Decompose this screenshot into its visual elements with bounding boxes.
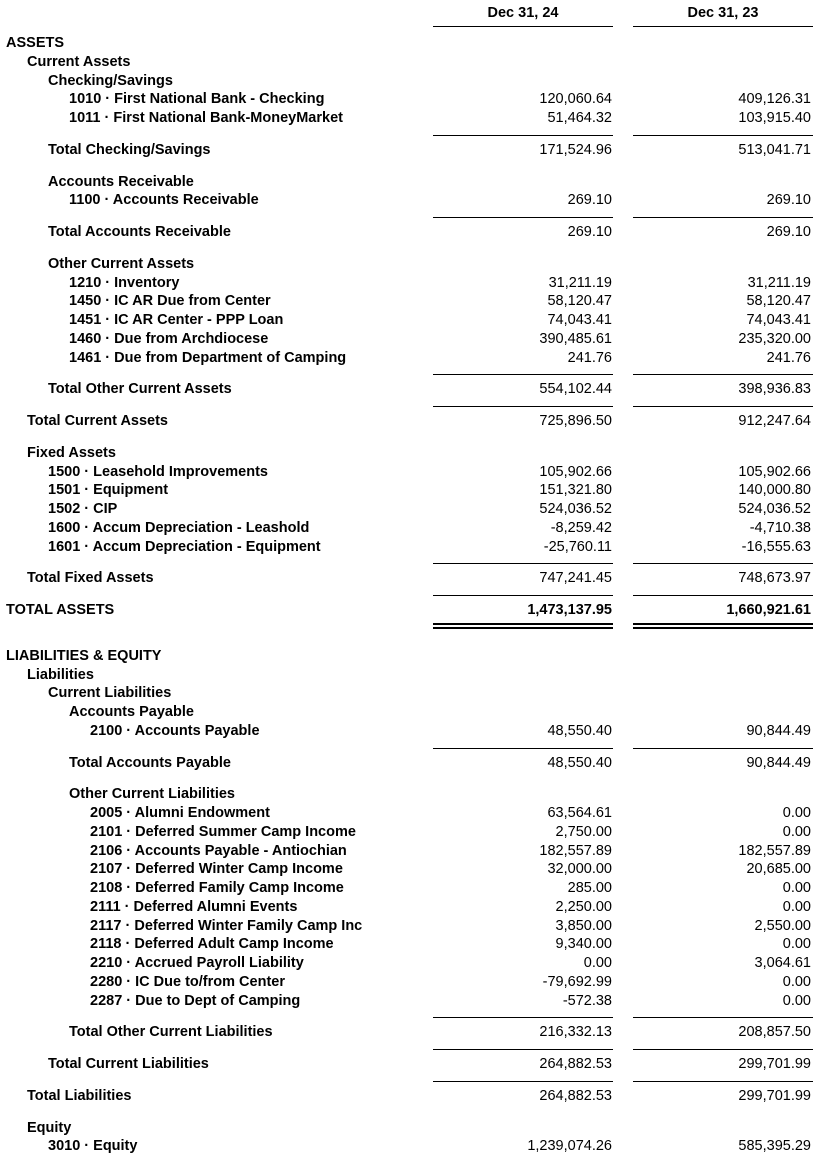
total-rule bbox=[633, 374, 813, 375]
value-current: 1,239,074.26 bbox=[527, 1138, 612, 1155]
row-label: 1601 · Accum Depreciation - Equipment bbox=[48, 538, 321, 555]
row-label: Total Liabilities bbox=[27, 1087, 132, 1104]
account-row bbox=[0, 274, 838, 293]
value-current: 120,060.64 bbox=[539, 91, 612, 108]
account-row bbox=[0, 804, 838, 823]
row-label: Accounts Receivable bbox=[48, 173, 194, 190]
total-row bbox=[0, 1055, 838, 1074]
row-label: 1500 · Leasehold Improvements bbox=[48, 463, 268, 480]
account-row bbox=[0, 917, 838, 936]
total-rule bbox=[633, 217, 813, 218]
row-label: Total Other Current Assets bbox=[48, 381, 232, 398]
row-label: 2280 · IC Due to/from Center bbox=[90, 973, 285, 990]
value-prior: 3,064.61 bbox=[754, 955, 811, 971]
account-row bbox=[0, 973, 838, 992]
section-heading bbox=[0, 444, 838, 463]
total-rule bbox=[433, 595, 613, 596]
row-label: ASSETS bbox=[6, 35, 65, 51]
account-row bbox=[0, 842, 838, 861]
value-prior: 513,041.71 bbox=[738, 141, 811, 158]
grand-total-double-rule bbox=[633, 623, 813, 629]
value-current: 390,485.61 bbox=[539, 330, 612, 347]
value-current: 63,564.61 bbox=[547, 805, 612, 821]
value-current: 285.00 bbox=[567, 880, 612, 896]
section-heading bbox=[0, 72, 838, 91]
value-prior: 0.00 bbox=[782, 823, 811, 840]
value-prior: 748,673.97 bbox=[738, 570, 811, 587]
account-row bbox=[0, 898, 838, 917]
row-label: TOTAL ASSETS bbox=[6, 602, 115, 618]
account-row bbox=[0, 311, 838, 330]
section-heading bbox=[0, 53, 838, 72]
value-current: 269.10 bbox=[567, 224, 612, 240]
row-label: 1460 · Due from Archdiocese bbox=[69, 330, 269, 347]
total-rule bbox=[433, 1017, 613, 1018]
value-prior: 1,660,921.61 bbox=[726, 602, 811, 618]
row-label: Total Current Assets bbox=[27, 413, 168, 429]
value-prior: 90,844.49 bbox=[746, 722, 811, 739]
row-label: 1100 · Accounts Receivable bbox=[69, 192, 259, 209]
row-label: Total Other Current Liabilities bbox=[69, 1024, 273, 1041]
total-row bbox=[0, 412, 838, 431]
value-prior: 208,857.50 bbox=[738, 1024, 811, 1041]
value-prior: 0.00 bbox=[782, 973, 811, 990]
total-row bbox=[0, 223, 838, 242]
value-current: 725,896.50 bbox=[539, 413, 612, 429]
section-heading bbox=[0, 173, 838, 192]
value-current: 1,473,137.95 bbox=[527, 602, 612, 618]
row-label: Liabilities bbox=[27, 666, 94, 683]
value-current: 524,036.52 bbox=[539, 501, 612, 517]
column-header-prior: Dec 31, 23 bbox=[687, 5, 759, 21]
row-label: LIABILITIES & EQUITY bbox=[6, 647, 162, 664]
section-heading bbox=[0, 255, 838, 274]
total-rule bbox=[633, 1049, 813, 1050]
account-row bbox=[0, 1137, 838, 1156]
value-prior: 299,701.99 bbox=[738, 1056, 811, 1072]
row-label: Checking/Savings bbox=[48, 72, 173, 89]
value-prior: 912,247.64 bbox=[738, 413, 811, 429]
total-rule bbox=[433, 1049, 613, 1050]
section-heading bbox=[0, 34, 838, 53]
account-row bbox=[0, 292, 838, 311]
total-row bbox=[0, 601, 838, 620]
value-current: 269.10 bbox=[567, 192, 612, 209]
row-label: 2107 · Deferred Winter Camp Income bbox=[90, 861, 343, 878]
total-rule bbox=[633, 595, 813, 596]
account-row bbox=[0, 722, 838, 741]
account-row bbox=[0, 330, 838, 349]
value-current: 182,557.89 bbox=[539, 842, 612, 859]
row-label: Current Assets bbox=[27, 53, 131, 70]
account-row bbox=[0, 954, 838, 973]
value-current: 2,250.00 bbox=[555, 898, 612, 915]
value-prior: 0.00 bbox=[782, 898, 811, 915]
value-current: 151,321.80 bbox=[539, 482, 612, 499]
total-rule bbox=[433, 748, 613, 749]
section-heading bbox=[0, 1119, 838, 1138]
value-prior: 20,685.00 bbox=[746, 861, 811, 878]
value-prior: 409,126.31 bbox=[738, 91, 811, 108]
account-row bbox=[0, 538, 838, 557]
total-row bbox=[0, 754, 838, 773]
row-label: 1210 · Inventory bbox=[69, 274, 180, 291]
row-label: 2210 · Accrued Payroll Liability bbox=[90, 955, 304, 971]
row-label: 3010 · Equity bbox=[48, 1138, 138, 1155]
row-label: Other Current Liabilities bbox=[69, 786, 235, 803]
total-row bbox=[0, 1087, 838, 1106]
account-row bbox=[0, 191, 838, 210]
row-label: Accounts Payable bbox=[69, 704, 194, 720]
value-current: -572.38 bbox=[562, 992, 612, 1009]
row-label: 2117 · Deferred Winter Family Camp Inc bbox=[90, 917, 363, 934]
value-current: 58,120.47 bbox=[547, 293, 612, 310]
row-label: Total Accounts Receivable bbox=[48, 224, 231, 240]
row-label: 2100 · Accounts Payable bbox=[90, 722, 260, 739]
row-label: 1501 · Equipment bbox=[48, 482, 169, 499]
section-heading bbox=[0, 785, 838, 804]
row-label: 2101 · Deferred Summer Camp Income bbox=[90, 823, 356, 840]
value-prior: 90,844.49 bbox=[746, 754, 811, 771]
value-prior: 103,915.40 bbox=[738, 110, 811, 126]
row-label: 1451 · IC AR Center - PPP Loan bbox=[69, 312, 284, 328]
section-heading bbox=[0, 684, 838, 703]
row-label: 1010 · First National Bank - Checking bbox=[69, 91, 325, 108]
value-current: 554,102.44 bbox=[539, 381, 612, 398]
total-rule bbox=[633, 748, 813, 749]
row-label: Total Accounts Payable bbox=[69, 754, 231, 771]
value-prior: -16,555.63 bbox=[741, 538, 811, 555]
total-row bbox=[0, 380, 838, 399]
total-rule bbox=[433, 374, 613, 375]
row-label: 2005 · Alumni Endowment bbox=[90, 805, 270, 821]
value-current: 171,524.96 bbox=[539, 141, 612, 158]
account-row bbox=[0, 879, 838, 898]
value-current: 48,550.40 bbox=[547, 754, 612, 771]
value-prior: 0.00 bbox=[782, 880, 811, 896]
account-row bbox=[0, 935, 838, 954]
value-current: 747,241.45 bbox=[539, 570, 612, 587]
total-rule bbox=[433, 135, 613, 136]
total-rule bbox=[433, 1081, 613, 1082]
row-label: 2111 · Deferred Alumni Events bbox=[90, 898, 298, 915]
row-label: Total Fixed Assets bbox=[27, 570, 154, 587]
value-current: 32,000.00 bbox=[547, 861, 612, 878]
account-row bbox=[0, 90, 838, 109]
value-prior: 269.10 bbox=[766, 192, 811, 209]
row-label: Total Current Liabilities bbox=[48, 1056, 209, 1072]
total-rule bbox=[433, 217, 613, 218]
total-row bbox=[0, 569, 838, 588]
total-rule bbox=[633, 406, 813, 407]
value-current: 31,211.19 bbox=[548, 274, 612, 291]
value-prior: 105,902.66 bbox=[738, 463, 811, 480]
section-heading bbox=[0, 666, 838, 685]
account-row bbox=[0, 349, 838, 368]
total-row bbox=[0, 1023, 838, 1042]
value-prior: 0.00 bbox=[782, 805, 811, 821]
value-current: -79,692.99 bbox=[542, 973, 612, 990]
total-rule bbox=[633, 563, 813, 564]
column-header-current: Dec 31, 24 bbox=[487, 5, 559, 21]
value-prior: 74,043.41 bbox=[746, 312, 811, 328]
row-label: Total Checking/Savings bbox=[48, 141, 211, 158]
total-rule bbox=[633, 1081, 813, 1082]
total-rule bbox=[433, 563, 613, 564]
account-row bbox=[0, 109, 838, 128]
value-prior: 58,120.47 bbox=[746, 293, 811, 310]
row-label: Current Liabilities bbox=[48, 685, 172, 702]
value-prior: 299,701.99 bbox=[738, 1087, 811, 1104]
row-label: 1502 · CIP bbox=[48, 501, 118, 517]
total-rule bbox=[633, 1017, 813, 1018]
header-underline bbox=[633, 26, 813, 27]
value-current: -25,760.11 bbox=[543, 538, 612, 555]
value-current: 264,882.53 bbox=[539, 1056, 612, 1072]
value-prior: 140,000.80 bbox=[738, 482, 811, 499]
value-current: 3,850.00 bbox=[555, 917, 612, 934]
section-heading bbox=[0, 647, 838, 666]
row-label: 1450 · IC AR Due from Center bbox=[69, 293, 271, 310]
row-label: 1461 · Due from Department of Camping bbox=[69, 349, 347, 366]
grand-total-double-rule bbox=[433, 623, 613, 629]
row-label: Other Current Assets bbox=[48, 255, 195, 272]
value-prior: 0.00 bbox=[782, 992, 811, 1009]
value-prior: 31,211.19 bbox=[747, 274, 811, 291]
account-row bbox=[0, 860, 838, 879]
value-current: 9,340.00 bbox=[555, 936, 612, 953]
value-prior: 269.10 bbox=[766, 224, 811, 240]
account-row bbox=[0, 481, 838, 500]
value-current: 0.00 bbox=[583, 955, 612, 971]
account-row bbox=[0, 463, 838, 482]
row-label: 1011 · First National Bank-MoneyMarket bbox=[69, 110, 343, 126]
total-rule bbox=[633, 135, 813, 136]
account-row bbox=[0, 500, 838, 519]
value-prior: 2,550.00 bbox=[754, 917, 811, 934]
value-current: 216,332.13 bbox=[539, 1024, 612, 1041]
value-current: -8,259.42 bbox=[550, 519, 612, 536]
value-current: 264,882.53 bbox=[539, 1087, 612, 1104]
row-label: Equity bbox=[27, 1119, 72, 1136]
value-prior: 182,557.89 bbox=[738, 842, 811, 859]
value-prior: -4,710.38 bbox=[749, 519, 811, 536]
row-label: Fixed Assets bbox=[27, 444, 116, 461]
value-prior: 585,395.29 bbox=[738, 1138, 811, 1155]
row-label: 2118 · Deferred Adult Camp Income bbox=[90, 936, 334, 953]
row-label: 1600 · Accum Depreciation - Leashold bbox=[48, 519, 310, 536]
account-row bbox=[0, 823, 838, 842]
value-prior: 398,936.83 bbox=[738, 381, 811, 398]
value-current: 2,750.00 bbox=[555, 823, 612, 840]
row-label: 2287 · Due to Dept of Camping bbox=[90, 992, 301, 1009]
total-rule bbox=[433, 406, 613, 407]
total-row bbox=[0, 141, 838, 160]
value-prior: 235,320.00 bbox=[738, 330, 811, 347]
account-row bbox=[0, 992, 838, 1011]
value-current: 51,464.32 bbox=[547, 110, 612, 126]
value-current: 105,902.66 bbox=[539, 463, 612, 480]
value-current: 74,043.41 bbox=[547, 312, 612, 328]
header-underline bbox=[433, 26, 613, 27]
row-label: 2108 · Deferred Family Camp Income bbox=[90, 880, 344, 896]
value-prior: 0.00 bbox=[782, 936, 811, 953]
value-current: 48,550.40 bbox=[547, 722, 612, 739]
value-prior: 241.76 bbox=[766, 349, 811, 366]
account-row bbox=[0, 519, 838, 538]
value-current: 241.76 bbox=[567, 349, 612, 366]
section-heading bbox=[0, 703, 838, 722]
row-label: 2106 · Accounts Payable - Antiochian bbox=[90, 842, 347, 859]
value-prior: 524,036.52 bbox=[738, 501, 811, 517]
